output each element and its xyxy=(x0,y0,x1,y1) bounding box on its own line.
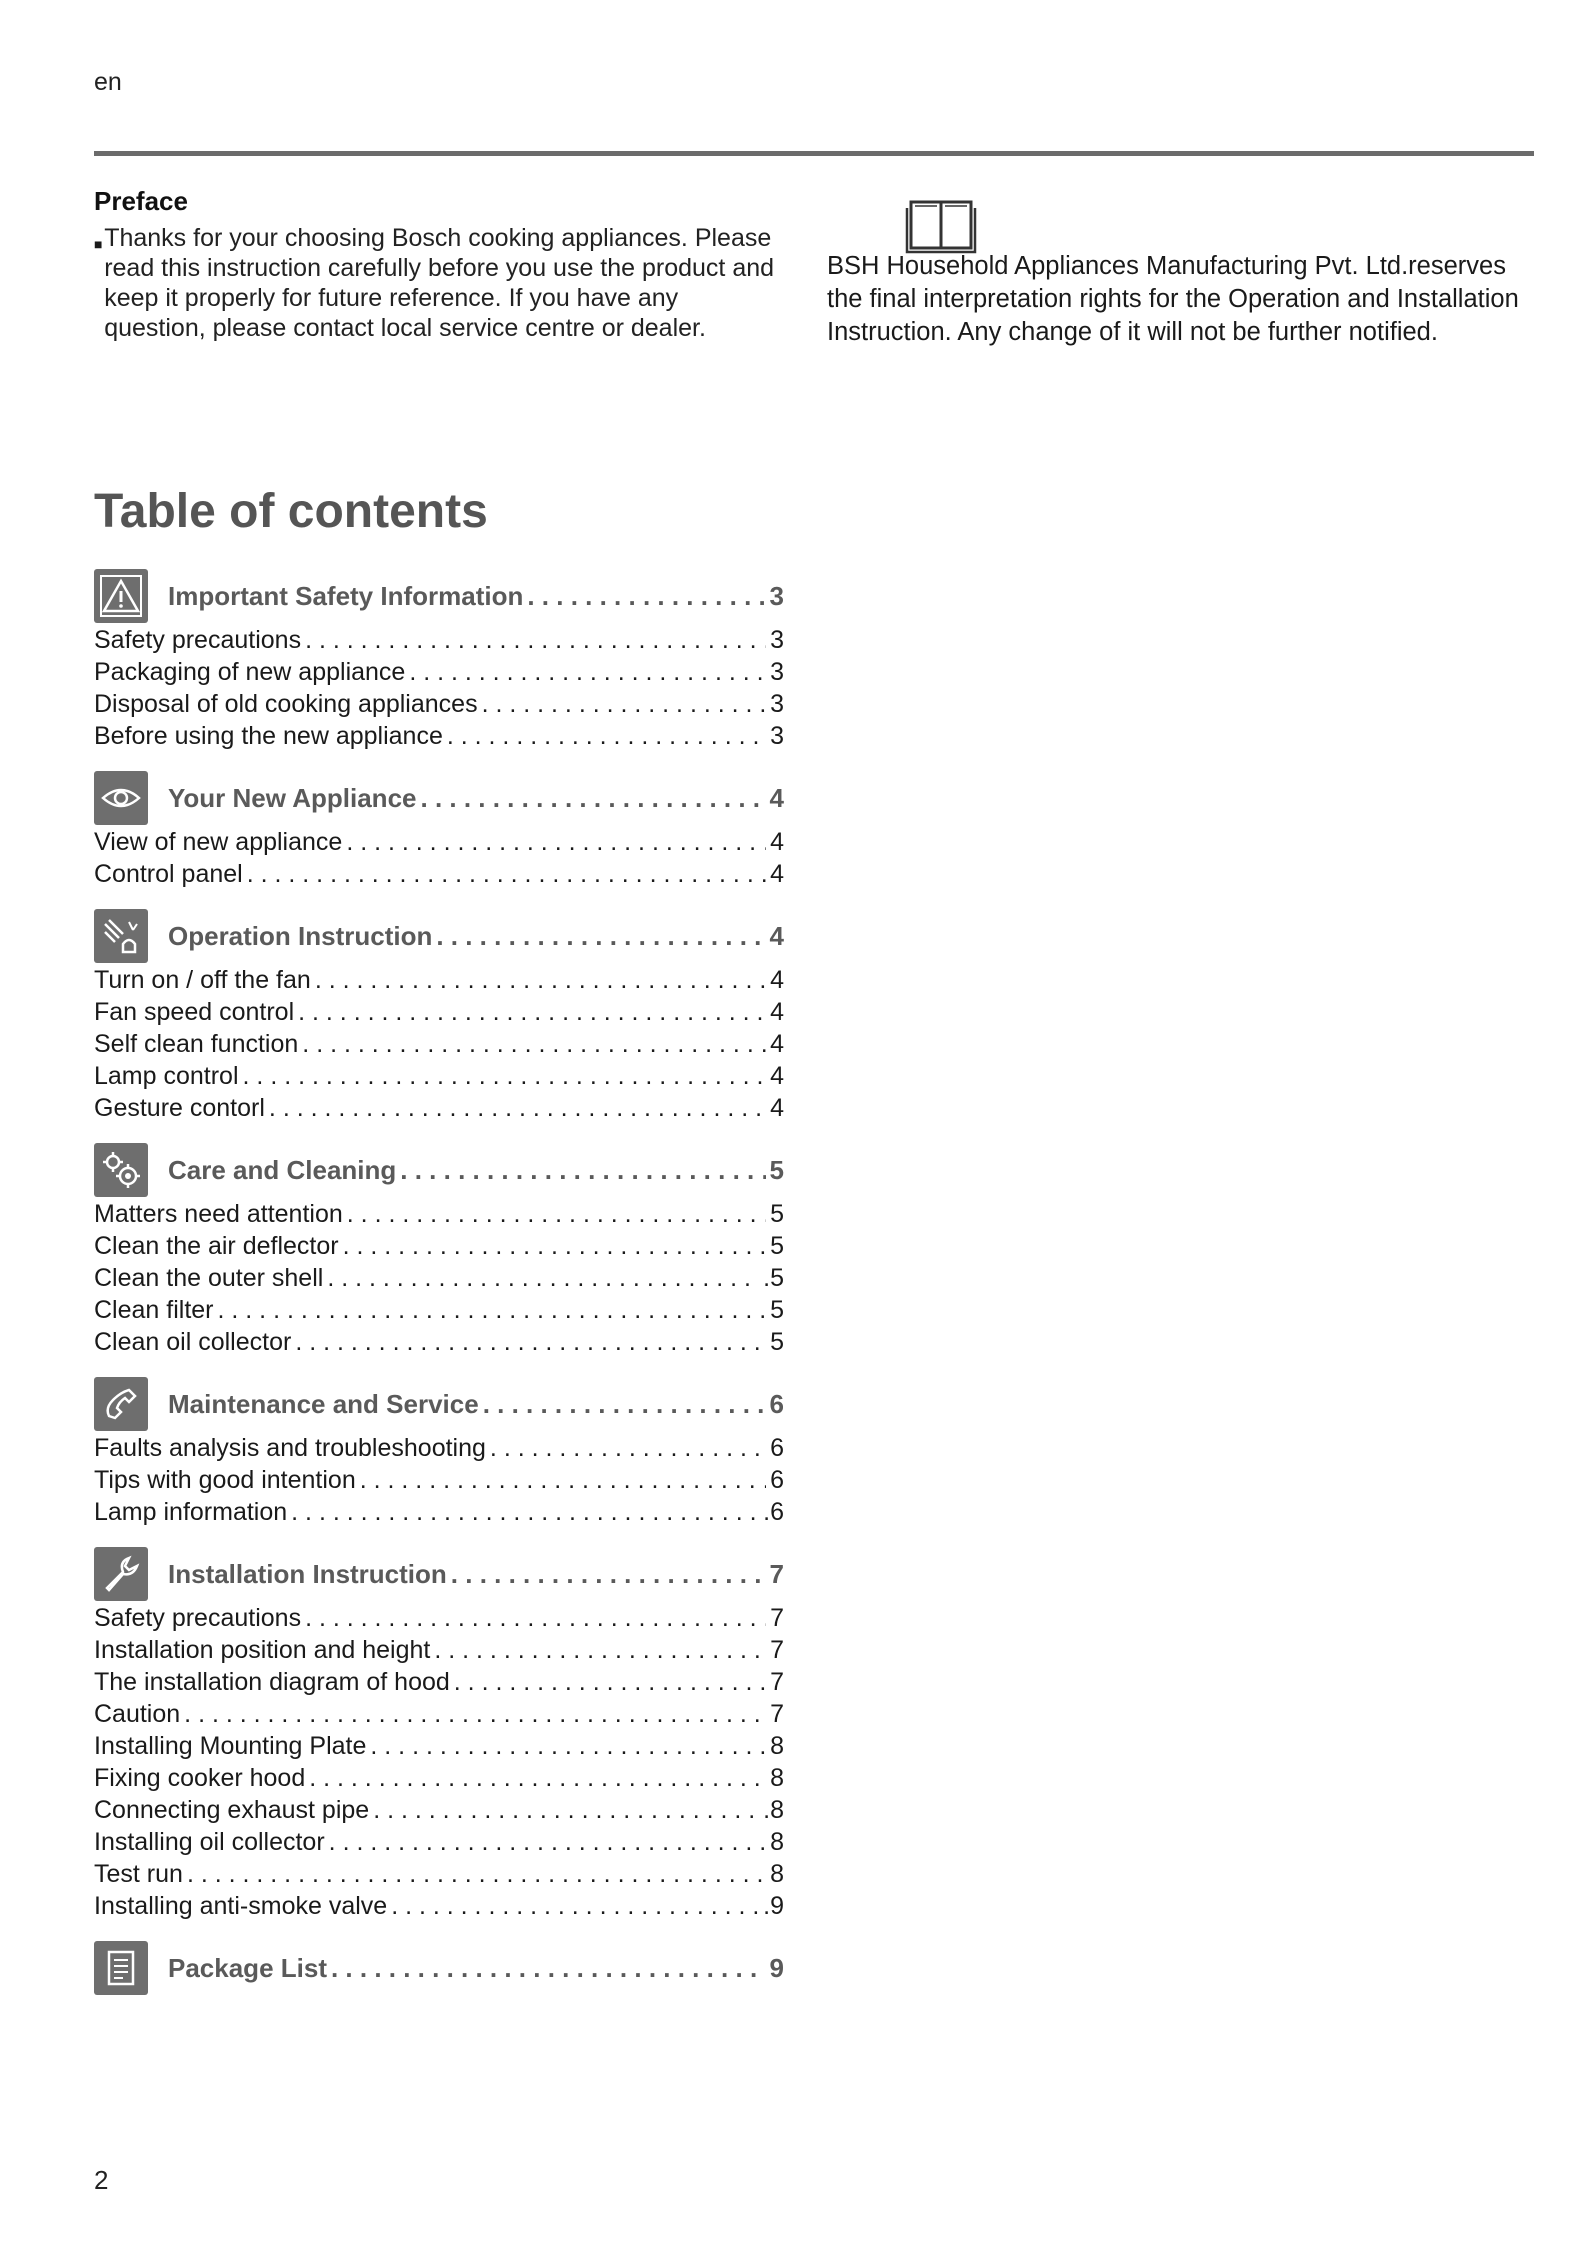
toc-entry[interactable] xyxy=(94,1498,784,1530)
toc-entry-label: Lamp control xyxy=(94,1062,239,1090)
header-divider xyxy=(94,151,1534,156)
toc-entry-label: Installing oil collector xyxy=(94,1828,325,1856)
toc-section-page: 6 xyxy=(769,1388,784,1419)
preface-block xyxy=(94,186,784,343)
toc-section xyxy=(94,1544,784,1924)
toc-entry-label: Clean the air deflector xyxy=(94,1232,339,1260)
dot-leader xyxy=(409,658,766,687)
toc-section-heading[interactable] xyxy=(94,906,784,966)
dot-leader xyxy=(346,828,766,857)
toc-entry-page: .6 xyxy=(763,1498,784,1526)
language-label: en xyxy=(94,68,122,96)
dot-leader xyxy=(347,1200,766,1229)
dot-leader xyxy=(400,1155,765,1186)
dot-leader xyxy=(360,1466,766,1495)
toc-section-heading[interactable] xyxy=(94,768,784,828)
toc-entry[interactable] xyxy=(94,690,784,722)
dot-leader xyxy=(302,1030,766,1059)
toc-entry-label: Gesture contorl xyxy=(94,1094,265,1122)
toc-entry[interactable] xyxy=(94,1732,784,1764)
toc-entry-label: Control panel xyxy=(94,860,243,888)
toc-entry-page: 7 xyxy=(770,1636,784,1664)
toc-entry-label: Caution xyxy=(94,1700,181,1728)
dot-leader xyxy=(269,1094,766,1123)
toc-section-heading[interactable] xyxy=(94,1140,784,1200)
toc-entry-label: Disposal of old cooking appliances xyxy=(94,690,478,718)
toc-entry[interactable] xyxy=(94,1062,784,1094)
toc-entry[interactable] xyxy=(94,626,784,658)
toc-entry[interactable] xyxy=(94,1860,784,1892)
toc-entry[interactable] xyxy=(94,1030,784,1062)
toc-entry-label: Packaging of new appliance xyxy=(94,658,406,686)
toc-section-heading[interactable] xyxy=(94,1544,784,1604)
toc-entry-label: Clean oil collector xyxy=(94,1328,292,1356)
toc-entry-page: 4 xyxy=(770,828,784,856)
toc-section-title: Care and Cleaning xyxy=(168,1154,397,1185)
toc-entry[interactable] xyxy=(94,1094,784,1126)
toc-entry-page: 4 xyxy=(770,1094,784,1122)
toc-entry-label: Connecting exhaust pipe xyxy=(94,1796,370,1824)
toc-section xyxy=(94,566,784,754)
toc-entry-page: 5 xyxy=(770,1328,784,1356)
preface-item xyxy=(94,223,784,343)
toc-entry-page: 3 xyxy=(770,658,784,686)
eye-icon xyxy=(94,771,148,825)
toc-entry-label: Turn on / off the fan xyxy=(94,966,311,994)
toc-section-page: 9 xyxy=(769,1952,784,1983)
toc-section-title: Maintenance and Service xyxy=(168,1388,479,1419)
toc-entry[interactable] xyxy=(94,1668,784,1700)
toc-entry[interactable] xyxy=(94,722,784,754)
toc-entry-page: 8 xyxy=(770,1764,784,1792)
toc-entry-page: 8 xyxy=(770,1828,784,1856)
book-icon xyxy=(903,196,979,254)
toc-entry-label: Before using the new appliance xyxy=(94,722,443,750)
toc-entry-label: Tips with good intention xyxy=(94,1466,356,1494)
toc-entry-label: Clean the outer shell xyxy=(94,1264,324,1292)
toc-entry[interactable] xyxy=(94,1328,784,1360)
toc-section-title: Installation Instruction xyxy=(168,1558,447,1589)
toc-entry-page: 8 xyxy=(770,1860,784,1888)
preface-text: Thanks for your choosing Bosch cooking appliances. Please read this instruction carefully before you use the product and keep it properly for future reference. If you have any question, please contact local service centre or dealer. xyxy=(104,224,775,342)
toc-entry-page: 6 xyxy=(770,1434,784,1462)
dot-leader xyxy=(343,1232,767,1261)
toc-entry[interactable] xyxy=(94,1764,784,1796)
dot-leader xyxy=(305,626,766,655)
dot-leader xyxy=(187,1860,766,1889)
toc-entry[interactable] xyxy=(94,1434,784,1466)
toc-entry-label: Fixing cooker hood xyxy=(94,1764,306,1792)
dot-leader xyxy=(331,1953,766,1984)
toc-entry-page: 6 xyxy=(770,1466,784,1494)
toc-entry-label: Installation position and height xyxy=(94,1636,431,1664)
dot-leader xyxy=(295,1328,766,1357)
toc-entry-page: 4 xyxy=(770,998,784,1026)
toc-section xyxy=(94,1938,784,1998)
toc-entry-page: 3 xyxy=(770,722,784,750)
dot-leader xyxy=(329,1828,766,1857)
toc-entry-page: 3 xyxy=(770,626,784,654)
toc-entry-page: 5 xyxy=(770,1200,784,1228)
toc-entry-page: 5 xyxy=(770,1296,784,1324)
preface-title: Preface xyxy=(94,186,188,216)
toc-entry[interactable] xyxy=(94,1466,784,1498)
dot-leader xyxy=(373,1796,759,1825)
dot-leader xyxy=(483,1389,766,1420)
dot-leader xyxy=(391,1892,759,1921)
dot-leader xyxy=(482,690,767,719)
toc-entry[interactable] xyxy=(94,966,784,998)
toc-section xyxy=(94,906,784,1126)
toc-entry[interactable] xyxy=(94,1700,784,1732)
dot-leader xyxy=(247,860,766,889)
toc-entry-label: Self clean function xyxy=(94,1030,299,1058)
dot-leader xyxy=(309,1764,766,1793)
toc-entry-label: Safety precautions xyxy=(94,1604,302,1632)
dot-leader xyxy=(436,921,765,952)
phone-icon xyxy=(94,1377,148,1431)
toc-entry[interactable] xyxy=(94,998,784,1030)
toc-section-page: 4 xyxy=(769,920,784,951)
toc-entry-page: 4 xyxy=(770,966,784,994)
toc-entry-label: Safety precautions xyxy=(94,626,302,654)
toc-section-heading[interactable] xyxy=(94,1374,784,1434)
cleaning-icon xyxy=(94,1143,148,1197)
toc-title: Table of contents xyxy=(94,485,488,538)
toc-entry-page: .8 xyxy=(763,1796,784,1824)
toc-entry[interactable] xyxy=(94,1296,784,1328)
toc-section xyxy=(94,768,784,892)
toc-section-title: Package List xyxy=(168,1952,327,1983)
toc-entry-label: Installing anti-smoke valve xyxy=(94,1892,388,1920)
dot-leader xyxy=(490,1434,766,1463)
dot-leader xyxy=(447,722,766,751)
toc-section-title: Operation Instruction xyxy=(168,920,433,951)
dot-leader xyxy=(421,783,766,814)
table-of-contents xyxy=(94,566,784,2012)
toc-entry[interactable] xyxy=(94,1200,784,1232)
toc-entry-page: 4 xyxy=(770,1062,784,1090)
toc-entry[interactable] xyxy=(94,1892,784,1924)
wrench-icon xyxy=(94,1547,148,1601)
toc-entry[interactable] xyxy=(94,1828,784,1860)
toc-entry-page: 7 xyxy=(770,1700,784,1728)
toc-entry-page: .9 xyxy=(763,1892,784,1920)
dot-leader xyxy=(184,1700,766,1729)
dot-leader xyxy=(243,1062,767,1091)
toc-section-title: Important Safety Information xyxy=(168,580,524,611)
dot-leader xyxy=(291,1498,759,1527)
toc-entry-page: 5 xyxy=(770,1232,784,1260)
toc-entry-label: Faults analysis and troubleshooting xyxy=(94,1434,486,1462)
toc-entry-label: View of new appliance xyxy=(94,828,343,856)
toc-entry[interactable] xyxy=(94,1232,784,1264)
toc-entry-label: Clean filter xyxy=(94,1296,214,1324)
toc-entry[interactable] xyxy=(94,828,784,860)
toc-entry[interactable] xyxy=(94,658,784,690)
toc-entry[interactable] xyxy=(94,1636,784,1668)
dot-leader xyxy=(327,1264,759,1293)
toc-entry-label: Lamp information xyxy=(94,1498,288,1526)
toc-section-page: 7 xyxy=(769,1558,784,1589)
warning-icon xyxy=(94,569,148,623)
dot-leader xyxy=(451,1559,766,1590)
toc-entry-page: 4 xyxy=(770,1030,784,1058)
toc-section-page: 4 xyxy=(769,782,784,813)
toc-entry-page: 4 xyxy=(770,860,784,888)
toc-entry[interactable] xyxy=(94,1604,784,1636)
toc-entry[interactable] xyxy=(94,860,784,892)
notice-text: BSH Household Appliances Manufacturing Pvt. Ltd.reserves the final interpretation rights for the Operation and Installation Instruction. Any change of it will not be further notified. xyxy=(827,252,1519,346)
bullet-icon: ■ xyxy=(94,236,103,252)
dot-leader xyxy=(218,1296,767,1325)
toc-entry-page: 7 xyxy=(770,1604,784,1632)
toc-section-heading[interactable] xyxy=(94,1938,784,1998)
toc-entry-label: Fan speed control xyxy=(94,998,295,1026)
toc-entry-label: The installation diagram of hood xyxy=(94,1668,450,1696)
dot-leader xyxy=(527,581,765,612)
dot-leader xyxy=(305,1604,766,1633)
toc-section xyxy=(94,1374,784,1530)
toc-entry-label: Installing Mounting Plate xyxy=(94,1732,367,1760)
dot-leader xyxy=(298,998,766,1027)
hand-operation-icon xyxy=(94,909,148,963)
page-number: 2 xyxy=(94,2165,109,2195)
toc-entry-label: Matters need attention xyxy=(94,1200,343,1228)
dot-leader xyxy=(370,1732,766,1761)
toc-section-page: 5 xyxy=(769,1154,784,1185)
dot-leader xyxy=(434,1636,766,1665)
toc-entry-label: Test run xyxy=(94,1860,183,1888)
toc-entry-page: .5 xyxy=(763,1264,784,1292)
toc-entry-page: 3 xyxy=(770,690,784,718)
toc-section-page: 3 xyxy=(769,580,784,611)
dot-leader xyxy=(315,966,766,995)
toc-section xyxy=(94,1140,784,1360)
toc-entry-page: 8 xyxy=(770,1732,784,1760)
toc-entry-page: 7 xyxy=(770,1668,784,1696)
toc-entry[interactable] xyxy=(94,1264,784,1296)
dot-leader xyxy=(454,1668,766,1697)
toc-section-title: Your New Appliance xyxy=(168,782,417,813)
toc-section-heading[interactable] xyxy=(94,566,784,626)
toc-entry[interactable] xyxy=(94,1796,784,1828)
list-icon xyxy=(94,1941,148,1995)
